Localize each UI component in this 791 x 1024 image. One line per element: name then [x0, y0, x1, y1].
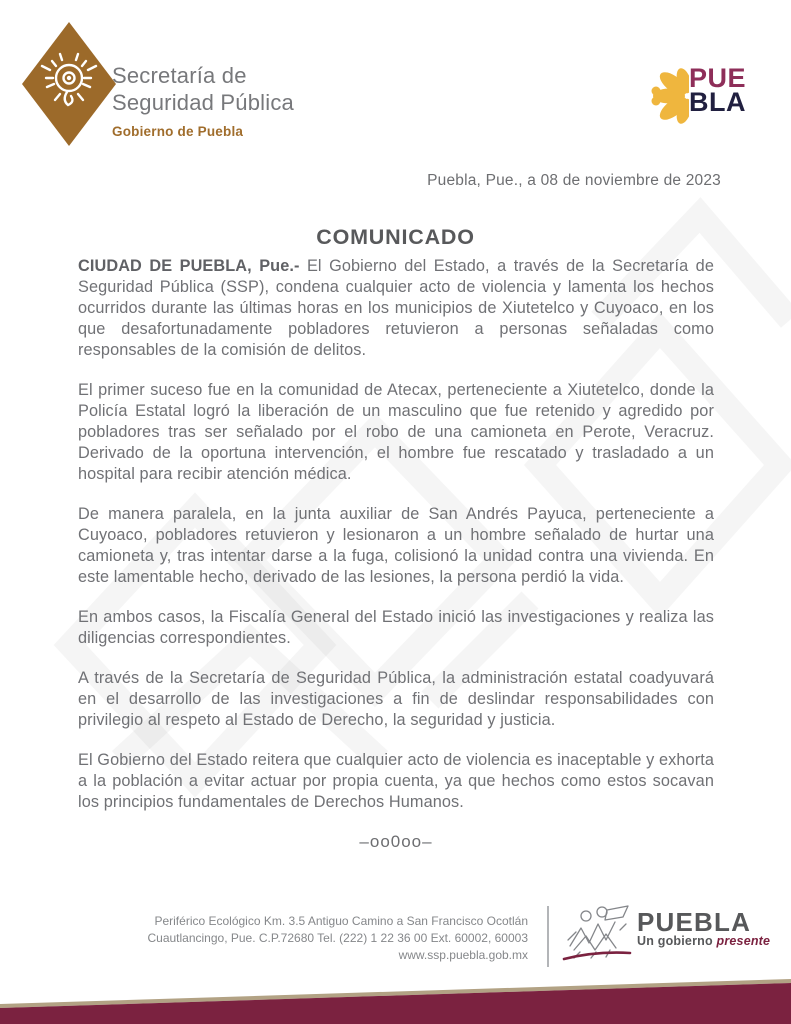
- paragraph-1-lead: CIUDAD DE PUEBLA, Pue.-: [78, 257, 300, 275]
- bottom-diagonal-band: [0, 974, 791, 1024]
- footer-website: www.ssp.puebla.gob.mx: [398, 948, 528, 962]
- paragraph-2: El primer suceso fue en la comunidad de Atecax, perteneciente a Xiutetelco, donde la Policía Estatal logró la liberación de un masculino que fue retenido y agredido por pobladores tras ser señalado por el robo de una camioneta en Perote, Veracruz. Derivado de la oportuna intervención, el hombre fue rescatado y trasladado a un hospital para recibir atención médica.: [78, 381, 714, 483]
- gobierno-de-puebla-label: Gobierno de Puebla: [112, 124, 244, 139]
- footer-tagline: [637, 934, 770, 948]
- gobierno-presente-text: [637, 900, 770, 948]
- footer-puebla-wordmark: PUEBLA: [637, 907, 752, 937]
- footer-tagline-accent: presente: [716, 934, 771, 948]
- dateline: Puebla, Pue., a 08 de noviembre de 2023: [427, 172, 721, 189]
- footer-divider-line: [547, 906, 549, 967]
- footer-address-line2: Cuautlancingo, Pue. C.P.72680 Tel. (222) 1 22 36 00 Ext. 60002, 60003: [147, 931, 528, 945]
- puebla-wordmark-top: PUE: [689, 63, 747, 93]
- footer-address: [128, 913, 528, 964]
- ssp-diamond-icon: [20, 20, 118, 148]
- paragraph-4: En ambos casos, la Fiscalía General del Estado inició las investigaciones y realiza las diligencias correspondientes.: [78, 608, 714, 647]
- puebla-wordmark: [689, 63, 747, 117]
- puebla-wordmark-bottom: BLA: [689, 87, 746, 117]
- secretaria-line1: Secretaría de: [112, 63, 247, 88]
- puebla-flower-icon: [649, 61, 689, 131]
- secretaria-line2: Seguridad Pública: [112, 90, 294, 115]
- footer-tagline-prefix: Un gobierno: [637, 934, 717, 948]
- paragraph-5: A través de la Secretaría de Seguridad Pública, la administración estatal coadyuvará en el desarrollo de las investigaciones a fin de deslindar responsabilidades con privilegio al respeto al Estado de Derecho, la seguridad y justicia.: [78, 669, 714, 729]
- ssp-brand-text: [112, 62, 294, 139]
- paragraph-1-text: El Gobierno del Estado, a través de la Secretaría de Seguridad Pública (SSP), condena cualquier acto de violencia y lamenta los hechos ocurridos durante las últimas horas en los municipios de Xiutetelco y Cuyoaco, en los que desafortunadamente pobladores retuvieron a personas señaladas como responsables de la comisión de delitos.: [78, 257, 714, 359]
- document-body: [78, 256, 714, 852]
- paragraph-1: [78, 256, 714, 361]
- page-title: COMUNICADO: [316, 225, 475, 250]
- end-separator: –oo0oo–: [359, 832, 433, 851]
- footer-address-line1: Periférico Ecológico Km. 3.5 Antiguo Camino a San Francisco Ocotlán: [154, 914, 528, 928]
- paragraph-6: El Gobierno del Estado reitera que cualquier acto de violencia es inaceptable y exhorta a la población a evitar actuar por propia cuenta, ya que hechos como estos socavan los principios fundamentales de Derechos Humanos.: [78, 751, 714, 811]
- gobierno-presente-icon: [562, 900, 634, 964]
- paragraph-3: De manera paralela, en la junta auxiliar de San Andrés Payuca, perteneciente a Cuyoaco, pobladores retuvieron y lesionaron a un hombre señalado de hurtar una camioneta y, tras intentar darse a la fuga, colisionó la unidad contra una vivienda. En este lamentable hecho, derivado de las lesiones, la persona perdió la vida.: [78, 505, 714, 586]
- gobierno-presente-logo: [562, 900, 770, 964]
